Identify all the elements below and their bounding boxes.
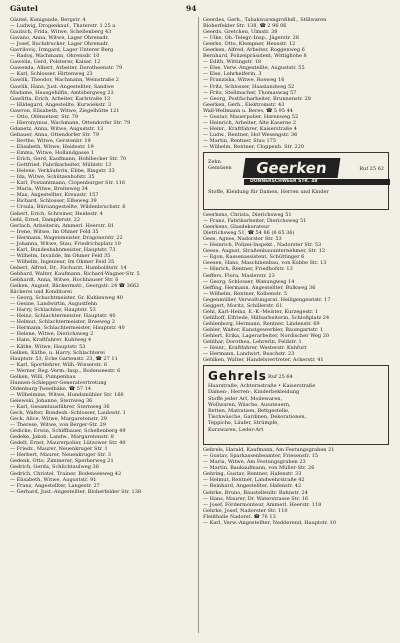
directory-entry: — Josef, Buchdrucker, Lager Ohrensdr.	[10, 41, 110, 48]
directory-entry: Gelken, Käthe, u. Harry, Schlachterei	[10, 349, 105, 356]
directory-entry: — Gottfried, Fabrikarbeiter, Mühlstr. 13	[10, 162, 112, 169]
directory-entry: — Reinhard, Angestellter, Hafenstr. 42	[203, 483, 302, 490]
directory-entry: Geffing, Hermann, Angestellter, Bulkweg 36	[203, 284, 316, 291]
directory-entry: — Berthe, Witwe, Gerstenbr. 19	[10, 137, 91, 144]
directory-entry: — Ida, Witwe, Schützenhofstr. 35	[10, 174, 95, 181]
directory-entry: Gawron, Elisabeth, Witwe, Ziegelhütte 121	[10, 107, 120, 114]
right-column-top-entries	[203, 17, 389, 150]
directory-entry: Gehlhar, Dorothea, Lehrerin, Feldstr. 1	[203, 339, 302, 346]
right-column-bottom-entries	[203, 447, 389, 526]
directory-entry: — Irene, Witwe, Im Ohmer Feld 35	[10, 228, 99, 235]
directory-entry: Gelken, Willi, Pumpenbau	[10, 373, 76, 380]
directory-entry: — Wilhelm, Ingenieur, Im Ohmer Feld 35	[10, 258, 115, 265]
header-keyword: Gäutel	[10, 4, 38, 13]
directory-entry: Gebl, Ernst, Dampferstr. 22	[10, 216, 81, 223]
directory-entry: — Wilhelm, Rentner, Cloppenb. Str. 220	[203, 143, 305, 150]
directory-entry: Gebauer, Anna, Ottendorfer Str. 79	[10, 131, 100, 138]
directory-entry: Gegenmüller, Verwaltungsrat, Heiligengeiststr. 17	[203, 296, 331, 303]
directory-entry: — Ludwig, Drogenkauf., Thaterstr. 1 25 a	[10, 23, 116, 30]
directory-entry: Geffers, Flora, Maslerstr. 23	[203, 272, 275, 279]
directory-entry: — Helmut, Schlachtermeister, Breeweg 2	[10, 319, 116, 326]
directory-entry: Gees, Agnes, Nadorster Str. 53	[203, 236, 282, 243]
ad-telephone: Ruf 25 62	[359, 166, 384, 173]
directory-entry: — Maria, Witwe, Breiteweg 34	[10, 186, 88, 193]
gehrels-ad-line: Tischwäsche, Gardinen, Dekorationen,	[208, 414, 307, 421]
directory-entry: Geerkens, Christa, Dierichsweg 51	[203, 212, 292, 219]
directory-entry: Gebhard, Walter, Kaufmann, Richard-Wagner-Str. 5	[10, 270, 140, 277]
directory-entry: — Hermann, Schlachtermeister, Hauptstr. 40	[10, 325, 125, 332]
directory-entry: — Georg, Schachtmeister, Gr. Kuhlenweg 40	[10, 295, 123, 302]
directory-entry: Gehring, Gustav, Rentner, Hafenstr. 33	[203, 471, 302, 478]
directory-entry: Gedicke, Erwin, Schiffbauer, Schellenberg 49	[10, 428, 126, 435]
directory-entry: Gawelin, Gerd, Polsterer, Kaiser. 12	[10, 59, 101, 66]
ad-side-label-2: Gemüsen	[208, 165, 232, 172]
directory-entry: — Franziska, Witwe, Rosweg 16	[203, 77, 285, 84]
directory-entry: — Heinrich, Polizei-Inspekt., Nadorster Str. 53	[203, 242, 322, 249]
directory-entry: — Elisabeth, Witwe, Auguststr. 91	[10, 476, 97, 483]
gehrels-brand: Gehrels	[208, 369, 267, 384]
directory-entry: Gebhardt, Anna, Witwe, Hochhauser Str. 6	[10, 277, 119, 284]
directory-entry: Geggert, Moritz, Schillerstr. 61	[203, 302, 283, 309]
directory-entry: Dietrichsweg 51, ☎ 54 86 (8 65 36)	[203, 230, 295, 237]
directory-entry: Bäckerei und Konditorei	[10, 289, 72, 296]
directory-entry: Gerlach, Arbeiterin, Ammerl. Heerstr. 81	[10, 222, 115, 229]
directory-entry: — Hermann, Landwirt, Buschstr. 23	[203, 351, 295, 358]
directory-entry: Oldenburg-Tweelbäke, ☎ 57 14	[10, 385, 92, 392]
directory-entry: — Hieronymus, Wachmann, Ottendorfer Str. 79	[10, 119, 131, 126]
directory-entry: Geerken, Alfred, Arbeiter, Roggenweg 6	[203, 47, 305, 54]
directory-entry: — Heinrich, Arbeiter, Alte Kaserne 2	[203, 119, 297, 126]
directory-entry: Wall-Wellmann u. Beres, ☎ 5 95 44	[203, 107, 293, 114]
directory-entry: Hunnen-Schlepper-Generalvertretung	[10, 379, 107, 386]
directory-entry: Gehlhoff, Elfriede, Hilfsarbeiterin, Schloßplatz 24	[203, 314, 330, 321]
geerken-advertisement	[203, 152, 389, 210]
directory-entry: Gehlert, Erika, Lagerarbeiter, Nordischer Weg 20	[203, 332, 330, 339]
directory-entry: — Wilhelm, Invalide, Im Ohmer Feld 35	[10, 252, 111, 259]
directory-entry: — Heinz, Schlachtermeister, Hauptstr. 40	[10, 313, 116, 320]
directory-entry: Gawenda, Albert, Arbeiter, Dorotheenstr. 79	[10, 65, 123, 72]
directory-entry: — Therese, Witwe, von Berger-Str. 29	[10, 422, 106, 429]
directory-entry: Gavriloviç, Irmgard, Lager Unterer Berg	[10, 47, 114, 54]
directory-entry: — Ludw., Rentner, Hof Wesengstr. 36	[203, 131, 298, 138]
directory-entry: Gawlik, Hans, Just.-Angestellter, Sandwe	[10, 83, 114, 90]
directory-entry: — Fritz, Schlosser, Haaslandweg 52	[203, 83, 295, 90]
geerken-logo	[243, 158, 341, 178]
directory-entry: Gedrich, Gerda, Schlichtaulweg 36	[10, 464, 99, 471]
directory-entry: — Karl, Bundesbahnmeister, Hauptstr. 73	[10, 246, 116, 253]
ad-address-strip: DONNERSCHWEER STR. 48	[244, 179, 390, 185]
directory-entry: — Wilhelmine, Witwe, Hundsmühler Str. 166	[10, 391, 124, 398]
directory-entry: — Franz, Fabrikarbeiter, Dierichsweg 51	[203, 218, 307, 225]
directory-entry: Geerkens, Glasdekorateur	[203, 224, 270, 231]
directory-entry: — Radoş, Wachmann, Ohrensdr. 10	[10, 53, 100, 60]
directory-entry: — Helene, Witwe, Dierichsweg 2	[10, 331, 94, 338]
directory-entry: Geerds, Gretchen, Ulmstr. 38	[203, 29, 278, 36]
directory-entry: Geck, Alice, Witwe, Margaretenstr. 29	[10, 416, 107, 423]
directory-entry: — Edith, Wittingstr. 18	[203, 59, 262, 66]
directory-entry: — Hildegard, Angestellte, Kurwiekstr. 3	[10, 101, 112, 108]
directory-entry: Gehrke, Josef, Nadorster Str. 110	[203, 507, 288, 514]
directory-entry: — Werner, Reg.-Verm.-Insp., Bodenseestr. 6	[10, 367, 121, 374]
page-header	[10, 4, 390, 15]
directory-entry: Gelewski, Johanne, Sternweg 36	[10, 397, 93, 404]
directory-entry: — Gustav, Mauerpolier, Harenweg 52	[203, 113, 299, 120]
directory-entry: — Hans, Kraftfahrer, Kuhlweg 4	[10, 337, 92, 344]
gehrels-ad-line: Kurzwaren, Leder-Art	[208, 426, 264, 433]
directory-entry: — Martin, Baukaufmann, von Müller-Str. 26	[203, 465, 315, 472]
directory-entry: Gehl, Karl-Heinz, E.-K.-Meister, Kurzegestr. 1	[203, 308, 319, 315]
directory-entry: Gehrels, Harald, Kaufmann, Am Festungsgraben 21	[203, 447, 335, 454]
directory-entry: Gedrich, Christel, Trainer, Bodenseeweg 42	[10, 470, 122, 477]
directory-entry: — Elisabeth, Witwe, Heidestr. 19	[10, 143, 94, 150]
directory-entry: — Else, Verw.-Angestellte, Auguststr. 55	[203, 65, 305, 72]
directory-entry: — Gerhard, Just.-Angestellter, Bloherfelder Str. 138	[10, 488, 142, 495]
directory-entry: — Franz, Angestellter, Langestr. 27	[10, 482, 100, 489]
directory-entry: — Maria, Witwe, Am Festungsgraben 23	[203, 459, 306, 466]
directory-entry: Bernhard, Polizeipräsident, Wittighöhe 8	[203, 53, 307, 60]
directory-entry: Gdanetz, Anna, Witwe, Auguststr. 13	[10, 125, 104, 132]
directory-entry: — Karl, Gesamtausführer, Sternweg 36	[10, 404, 110, 410]
directory-entry: Geerke, Otto, Klempner, Heusstr. 12	[203, 41, 296, 48]
directory-entry: — Erich, Gerd, Kaufmann, Hohlbecker Str. 70	[10, 156, 127, 163]
directory-entry: Bloherfelder Str. 138, ☎ 2 96 06	[203, 23, 287, 30]
directory-entry: — Josef, Fördermonteur, Ammerl. Heerstr. 118	[203, 501, 322, 508]
directory-entry: Geck, Walter, Bundesb.-Schlosser, Laubsstr. 1	[10, 410, 126, 417]
gehrels-telephone: Ruf 25 64	[268, 374, 293, 381]
directory-entry: Fleißhalle Nadorst. ☎ 76 13	[203, 513, 276, 520]
directory-entry: Gebert, Alfred, Dr., Facharzt, Humboldtstr. 14	[10, 264, 127, 271]
directory-entry: — Helmut, Rentner, Landwehrstraße 42	[203, 477, 305, 484]
ad-tagline: Stoffe, Kleidung für Damen, Herren und Kinder	[208, 189, 329, 196]
gehrels-advertisement	[203, 365, 389, 445]
directory-entry: Gebert, Erich, Schreiner, Heidestr. 4	[10, 210, 103, 217]
right-column-mid-entries	[203, 212, 389, 363]
gehrels-ad-line: Teppiche, Läufer, Strümpfe,	[208, 420, 279, 427]
gehrels-ad-line: Stoffe jeder Art, Modewaren,	[208, 395, 283, 402]
directory-entry: Geiken, August, Bäckermstr., Georgstr. 24 ☎ 3662	[10, 283, 140, 290]
directory-entry: Gedeke, Jakob, Landw., Margaretenstr. 8	[10, 434, 114, 441]
directory-entry: — Ursula, Büroangestellte, Wildenbruchstr. 6	[10, 204, 126, 211]
directory-entry: Gehrke, Bruno, Baustellenltr. Bahnstr. 24	[203, 489, 308, 496]
directory-entry: — Fritz, Stellmacher, Thomaswag 57	[203, 89, 297, 96]
right-column	[203, 17, 389, 526]
directory-entry: Gawlitta, Erich, Arbeiter, Karlstraße 13	[10, 95, 111, 102]
directory-entry: Gawlik, Theodor, Wachmann, Weinstraße 2	[10, 77, 119, 84]
directory-entry: Geerdes, Gerh., Tabakwarengroßhdl., Stillwaren	[203, 17, 327, 23]
directory-entry: — Richard, Schlosser, Elbeweg 39	[10, 198, 97, 205]
directory-entry: — Karl, Postamtmann, Clopenburger Str. 116	[10, 180, 126, 187]
directory-entry: — Georg, Schlosser, Wanungweg 14	[203, 278, 295, 285]
directory-entry: — Egon, Kassenassistent, Schüttinger 6	[203, 254, 305, 261]
ad-side-label	[208, 159, 232, 171]
directory-entry: — Gustav, Sparkassenbeamter, Friesenstr. 15	[203, 453, 319, 460]
gehrels-ad-lines	[208, 383, 384, 433]
directory-entry: — Karl, Sportlehrer, Wilh.-Wisserstr. 6	[10, 361, 108, 368]
directory-entry: — Harry, Schlachter, Hauptstr. 53	[10, 307, 96, 314]
ad-side-label-1: Zehn	[208, 159, 221, 166]
directory-entry: — Hans, Maurer, Dr. Waterstrasse Str. 16	[203, 495, 309, 502]
directory-entry: — Else, Lehrhelferin, 3	[203, 71, 262, 78]
directory-entry: — Käthe, Witwe, Hauptstr. 53	[10, 343, 86, 350]
directory-entry: — Friedr., Maurer, Neuenkruger Str. 1	[10, 446, 108, 453]
directory-entry: — Max, Angestellter, Kreuzstr. 157	[10, 192, 99, 199]
directory-entry: — Karl, Schlosser, Hirtenweg 23	[10, 71, 93, 78]
directory-entry: Geese, August, Straßenbauunternehmer, Str. 12	[203, 248, 326, 255]
directory-entry: — Emma, Witwe, Hollandgasse 1	[10, 150, 94, 157]
gehrels-ad-line: Wollwaren, Wäsche, Aussteuern,	[208, 401, 291, 408]
directory-entry: — Karl, Verw.-Angestellter, Nedderend, Hauptstr. 10	[203, 519, 337, 526]
gehrels-ad-line: Betten, Matratzen, Bettgestelle,	[208, 408, 290, 415]
directory-entry: — Wilhelm, Rentner, Kolbenstr. 5	[203, 290, 288, 297]
page-number: 94	[186, 4, 197, 13]
directory-entry: Gehlken, Walter, Handelsvertreter, Ackerstr. 41	[203, 357, 324, 364]
column-divider	[198, 17, 199, 633]
directory-entry: — Helene, Verkäuferin, Ebbe, Ringstr. 33	[10, 168, 115, 175]
directory-entry: Hauptstr. 53, Ecke Gartenstr. 23, ☎ 27 11	[10, 355, 118, 362]
directory-entry: Gavano, Anna, Witwe, Lager Ohrensdr.	[10, 35, 110, 42]
directory-entry: Madame, Hausgehilfin, Amtsbergweg 23	[10, 89, 114, 96]
directory-entry: — Heinr., Kraftfahrer, Westerstr. Kuhfurt	[203, 345, 307, 352]
directory-entry: Geesen, Hans, Maschinenbau, von Kobbe Str. 13	[203, 260, 327, 267]
directory-entry: — Johanna, Witwe, Stau, Friedrichsplatz 10	[10, 240, 121, 247]
gehrels-ad-line: Damen-, Herren-, Kinderbekleidung	[208, 389, 300, 396]
directory-entry: — Hermann, Wagenmeister, Dragonerstr. 22	[10, 234, 123, 241]
directory-entry: — Martin, Rentner, Stau 175	[203, 137, 277, 144]
directory-entry: — Herbert, Maurer, Neuenkruger Str. 3	[10, 452, 111, 459]
directory-entry: Gehler, Walter, Kunstgewerbler, Baumgartstr. 1	[203, 326, 324, 333]
gehrels-ad-line: Haarstraße, Achternstraße • Kaiserstraße	[208, 383, 316, 390]
directory-entry: Gautsch, Frida, Witwe, Schellenberg 43	[10, 29, 112, 36]
directory-entry: — Georg, Postfacharbeiter, Brunnenstr. 28	[203, 95, 311, 102]
directory-entry: Gäutel, Kunigunde, Bergstr. 4	[10, 17, 86, 23]
geerken-logo-text: Geerken	[254, 159, 328, 178]
directory-entry: — Gesine, Landwirtin, Augustfehn	[10, 301, 98, 308]
directory-entry: — Hinrich, Rentner, Friedhofstr. 13	[203, 266, 293, 273]
directory-entry: — Otto, Ofensetzer, Str. 79	[10, 113, 78, 120]
directory-entry: Gehlenborg, Hermann, Rentner, Lindenstr. 69	[203, 320, 320, 327]
directory-entry: Geerken, Gerh., Elektromstr. 43	[203, 101, 285, 108]
directory-entry: Gedelt, Ernst, Maurerpolier, Lützower Str. 40	[10, 440, 126, 447]
directory-entry: Gedenk, Otto, Zimmerer, Sperberweg 21	[10, 458, 114, 465]
directory-entry: — Ulke, Ob.-Telegr.-Insp., Jägerstr. 28	[203, 35, 299, 42]
directory-entry: — Heinr., Kraftfahrer, Kaiserstraße 4	[203, 125, 297, 132]
left-column	[10, 17, 196, 495]
